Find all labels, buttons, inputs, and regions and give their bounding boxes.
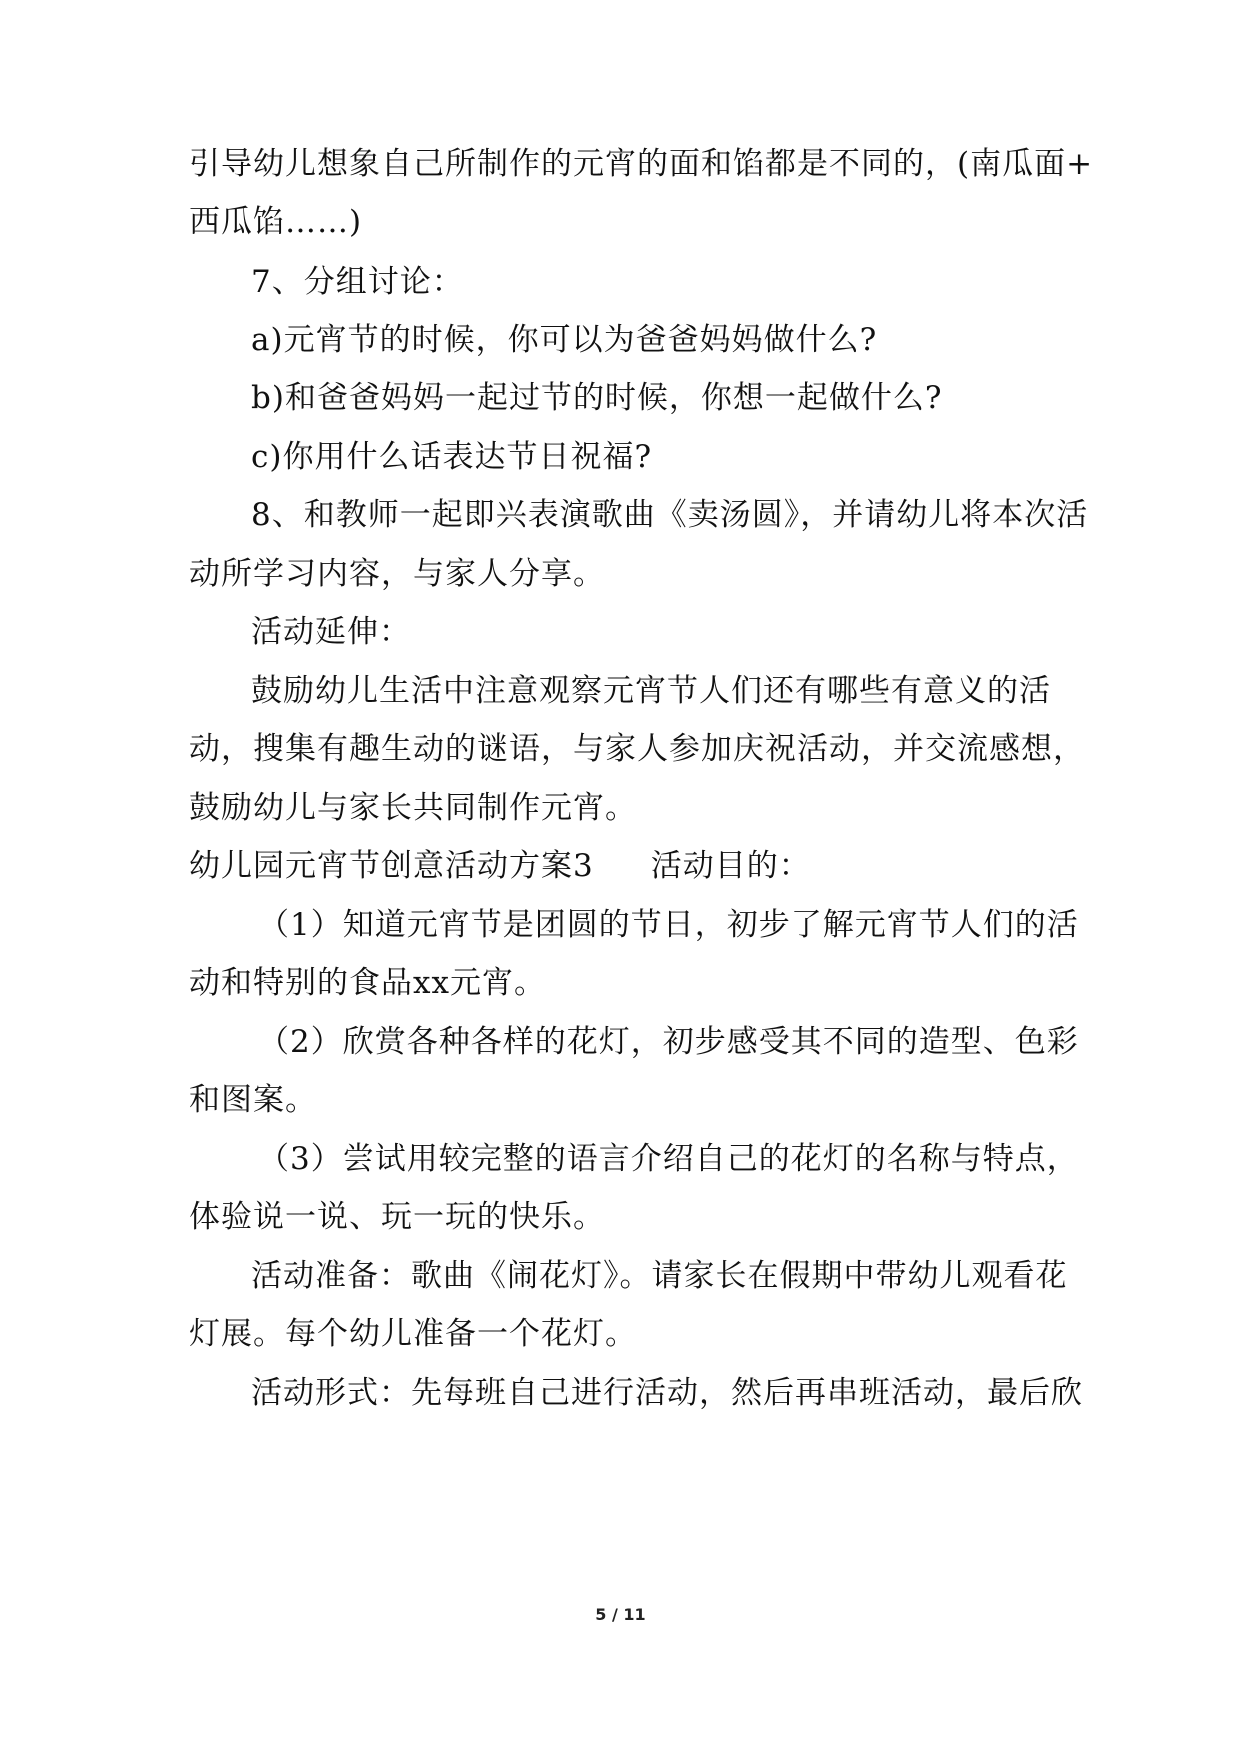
paragraph-line: 鼓励幼儿生活中注意观察元宵节人们还有哪些有意义的活 [251,673,1051,709]
list-item: b)和爸爸妈妈一起过节的时候，你想一起做什么? [251,380,943,416]
section-heading: 活动延伸： [251,614,411,650]
paragraph-line: 引导幼儿想象自己所制作的元宵的面和馅都是不同的，(南瓜面+ [189,146,1094,182]
paragraph-line: 活动形式：先每班自己进行活动，然后再串班活动，最后欣 [251,1375,1083,1411]
paragraph-line: 动和特别的食品xx元宵。 [189,965,546,1001]
paragraph-line: 动，搜集有趣生动的谜语，与家人参加庆祝活动，并交流感想， [189,731,1085,767]
plan-title-line [189,846,811,886]
paragraph-line: 灯展。每个幼儿准备一个花灯。 [189,1316,637,1352]
section-heading: 7、分组讨论： [251,264,464,300]
list-item: （3）尝试用较完整的语言介绍自己的花灯的名称与特点， [258,1141,1079,1177]
paragraph-line: 体验说一说、玩一玩的快乐。 [189,1199,605,1235]
list-item: c)你用什么话表达节日祝福? [251,439,653,475]
paragraph-line: 西瓜馅……) [189,204,363,240]
paragraph-line: 8、和教师一起即兴表演歌曲《卖汤圆》，并请幼儿将本次活 [251,497,1089,533]
list-item: （2）欣赏各种各样的花灯，初步感受其不同的造型、色彩 [258,1024,1079,1060]
section-heading: 活动目的： [650,848,811,884]
paragraph-line: 动所学习内容，与家人分享。 [189,556,605,592]
list-item: （1）知道元宵节是团圆的节日，初步了解元宵节人们的活 [258,907,1079,943]
paragraph-line: 活动准备：歌曲《闹花灯》。请家长在假期中带幼儿观看花 [251,1258,1068,1294]
page-number: 5 / 11 [595,1605,646,1624]
paragraph-line: 鼓励幼儿与家长共同制作元宵。 [189,790,637,826]
plan-title: 幼儿园元宵节创意活动方案3 [189,848,594,884]
list-item: a)元宵节的时候，你可以为爸爸妈妈做什么? [251,322,878,358]
paragraph-line: 和图案。 [189,1082,317,1118]
